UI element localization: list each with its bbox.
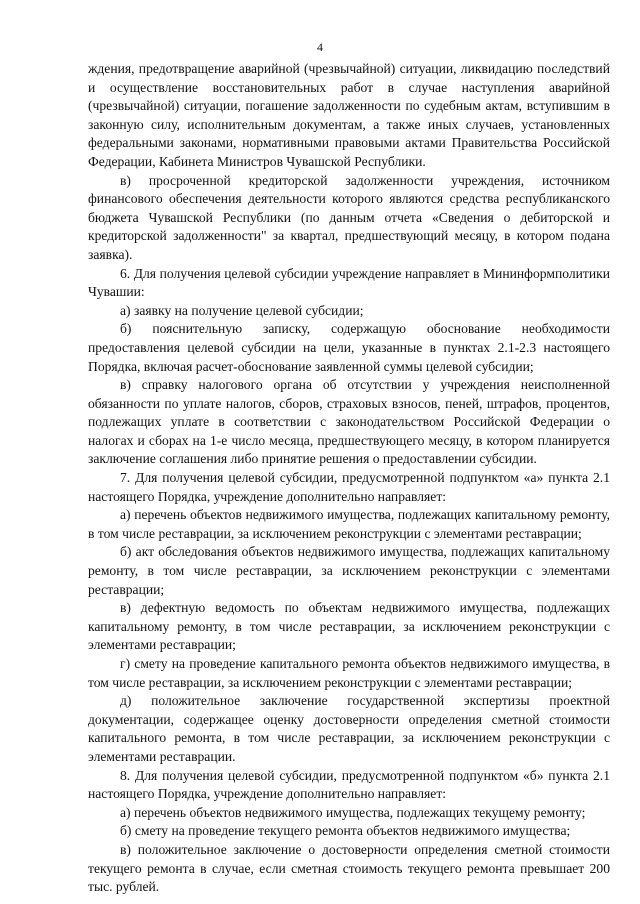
paragraph-item-8a: а) перечень объектов недвижимого имущества, подлежащих текущему ремонту; bbox=[120, 804, 586, 820]
paragraph-section-7: 7. Для получения целевой субсидии, предусмотренной подпунктом «а» пункта 2.1 настоящего Порядка, учреждение дополнительно направляет: bbox=[88, 470, 610, 504]
document-body bbox=[88, 60, 610, 897]
paragraph-item-7g: г) смету на проведение капитального ремонта объектов недвижимого имущества, в том числе реставрации, за исключением реконструкции с элементами реставрации; bbox=[88, 656, 610, 690]
paragraph-item-8v: в) положительное заключение о достоверности определения сметной стоимости текущего ремонта в случае, если сметная стоимость текущего ремонта превышает 200 тыс. рублей. bbox=[88, 841, 610, 895]
paragraph-item-7d: д) положительное заключение государственной экспертизы проектной документации, содержащее оценку достоверности определения сметной стоимости капитального ремонта, в том числе реставрации, за исключением реконструкции с элементами реставрации. bbox=[88, 693, 610, 764]
paragraph-item-8b: б) смету на проведение текущего ремонта объектов недвижимого имущества; bbox=[120, 823, 571, 839]
page-number: 4 bbox=[317, 40, 323, 54]
paragraph-item-6v: в) справку налогового органа об отсутствии у учреждения неисполненной обязанности по уплате налогов, сборов, страховых взносов, пеней, штрафов, процентов, подлежащих уплате в соответствии с законодательством Российской Федерации о налогах и сборах на 1-е число месяца, предшествующего месяцу, в котором планируется заключение соглашения либо принятие решения о предоставлении субсидии. bbox=[88, 377, 610, 467]
paragraph-item-6b: б) пояснительную записку, содержащую обоснование необходимости предоставления целевой субсидии на цели, указанные в пунктах 2.1-2.3 настоящего Порядка, включая расчет-обоснование заявленной суммы целевой субсидии; bbox=[88, 321, 610, 374]
paragraph-section-6: 6. Для получения целевой субсидии учреждение направляет в Мининформполитики Чувашии: bbox=[88, 265, 610, 300]
paragraph-item-7a: а) перечень объектов недвижимого имущества, подлежащих капитальному ремонту, в том числе реставрации, за исключением реконструкции с элементами реставрации; bbox=[88, 507, 610, 541]
paragraph-item-v-overdue-debt: в) просроченной кредиторской задолженности учреждения, источником финансового обеспечения деятельности которого являются средства республиканского бюджета Чувашской Республики (по данным отчета «Сведения о дебиторской и кредиторской задолженности" за квартал, предшествующий месяцу, в котором подана заявка). bbox=[88, 172, 610, 262]
paragraph-item-6a: а) заявку на получение целевой субсидии; bbox=[120, 302, 364, 318]
paragraph-item-7b: б) акт обследования объектов недвижимого имущества, подлежащих капитальному ремонту, в том числе реставрации, за исключением реконструкции с элементами реставрации; bbox=[88, 544, 610, 597]
paragraph-item-7v: в) дефектную ведомость по объектам недвижимого имущества, подлежащих капитальному ремонту, в том числе реставрации, за исключением реконструкции с элементами реставрации; bbox=[88, 600, 610, 653]
paragraph-section-8: 8. Для получения целевой субсидии, предусмотренной подпунктом «б» пункта 2.1 настоящего Порядка, учреждение дополнительно направляет: bbox=[88, 767, 610, 802]
paragraph-continuation: ждения, предотвращение аварийной (чрезвычайной) ситуации, ликвидацию последствий и осуществление восстановительных работ в случае наступления аварийной (чрезвычайной) ситуации, погашение задолженности по судебным актам, вступившим в законную силу, исполнительным документам, а также иных случаев, установленных федеральными законами, нормативными правовыми актами Правительства Российской Федерации, Кабинета Министров Чувашской Республики. bbox=[88, 61, 610, 169]
